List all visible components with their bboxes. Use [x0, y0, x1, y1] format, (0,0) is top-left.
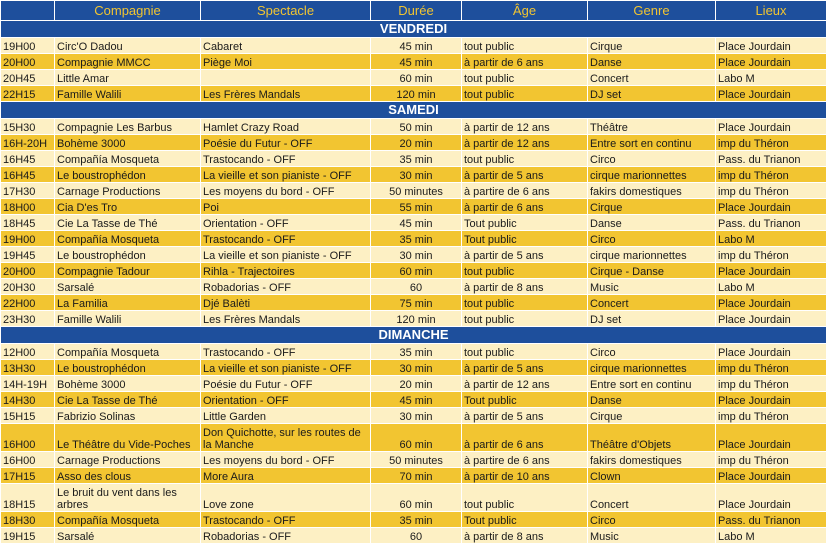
cell-age: à partir de 5 ans: [462, 408, 588, 424]
cell-lieux: Place Jourdain: [716, 484, 826, 512]
cell-age: Tout public: [462, 215, 588, 231]
cell-lieux: Place Jourdain: [716, 424, 826, 452]
cell-age: tout public: [462, 484, 588, 512]
cell-genre: Théâtre d'Objets: [588, 424, 716, 452]
table-row: [1, 199, 826, 215]
cell-age: à partir de 10 ans: [462, 468, 588, 484]
cell-time: 12H00: [1, 344, 55, 360]
cell-compagnie: Fabrizio Solinas: [55, 408, 201, 424]
cell-time: 14H-19H: [1, 376, 55, 392]
cell-lieux: Labo M: [716, 279, 826, 295]
cell-compagnie: Le boustrophédon: [55, 167, 201, 183]
day-title: DIMANCHE: [1, 327, 826, 344]
cell-age: tout public: [462, 311, 588, 327]
cell-time: 20H00: [1, 263, 55, 279]
cell-age: à partir de 12 ans: [462, 376, 588, 392]
cell-compagnie: Compagnie Les Barbus: [55, 119, 201, 135]
cell-age: à partir de 12 ans: [462, 135, 588, 151]
cell-genre: Cirque: [588, 199, 716, 215]
cell-lieux: Place Jourdain: [716, 38, 826, 54]
cell-spectacle: Poi: [201, 199, 371, 215]
cell-time: 18H15: [1, 484, 55, 512]
cell-duree: 30 min: [371, 360, 462, 376]
cell-spectacle: Orientation - OFF: [201, 392, 371, 408]
cell-duree: 120 min: [371, 311, 462, 327]
cell-age: tout public: [462, 344, 588, 360]
cell-duree: 60 min: [371, 424, 462, 452]
cell-duree: 45 min: [371, 38, 462, 54]
cell-duree: 70 min: [371, 468, 462, 484]
table-row: [1, 279, 826, 295]
table-row: [1, 311, 826, 327]
cell-genre: DJ set: [588, 86, 716, 102]
cell-age: à partir de 6 ans: [462, 54, 588, 70]
cell-time: 16H-20H: [1, 135, 55, 151]
day-header-row: [1, 21, 826, 38]
cell-lieux: Place Jourdain: [716, 468, 826, 484]
cell-genre: Circo: [588, 151, 716, 167]
cell-age: tout public: [462, 263, 588, 279]
cell-spectacle: More Aura: [201, 468, 371, 484]
cell-age: Tout public: [462, 392, 588, 408]
cell-genre: Circo: [588, 231, 716, 247]
cell-compagnie: Le bruit du vent dans les arbres: [55, 484, 201, 512]
cell-duree: 50 minutes: [371, 452, 462, 468]
table-row: [1, 392, 826, 408]
cell-genre: Cirque - Danse: [588, 263, 716, 279]
cell-duree: 20 min: [371, 135, 462, 151]
table-row: [1, 468, 826, 484]
cell-compagnie: Compagnie Tadour: [55, 263, 201, 279]
cell-duree: 45 min: [371, 54, 462, 70]
table-row: [1, 183, 826, 199]
cell-compagnie: Bohème 3000: [55, 135, 201, 151]
cell-time: 20H30: [1, 279, 55, 295]
cell-spectacle: Orientation - OFF: [201, 215, 371, 231]
header-time: [1, 1, 55, 21]
cell-age: Tout public: [462, 231, 588, 247]
cell-age: Tout public: [462, 512, 588, 528]
table-row: [1, 408, 826, 424]
cell-age: tout public: [462, 295, 588, 311]
cell-spectacle: Robadorias - OFF: [201, 279, 371, 295]
table-row: [1, 231, 826, 247]
cell-genre: Concert: [588, 295, 716, 311]
cell-spectacle: Les Frères Mandals: [201, 86, 371, 102]
cell-lieux: Labo M: [716, 231, 826, 247]
cell-time: 22H00: [1, 295, 55, 311]
cell-lieux: imp du Théron: [716, 135, 826, 151]
cell-duree: 35 min: [371, 231, 462, 247]
cell-compagnie: Sarsalé: [55, 279, 201, 295]
table-row: [1, 151, 826, 167]
cell-lieux: imp du Théron: [716, 247, 826, 263]
cell-genre: Entre sort en continu: [588, 376, 716, 392]
header-age: Âge: [462, 1, 588, 21]
cell-genre: cirque marionnettes: [588, 167, 716, 183]
cell-compagnie: Sarsalé: [55, 528, 201, 544]
cell-genre: Cirque: [588, 408, 716, 424]
cell-spectacle: La vieille et son pianiste - OFF: [201, 167, 371, 183]
cell-lieux: Place Jourdain: [716, 311, 826, 327]
cell-compagnie: Carnage Productions: [55, 452, 201, 468]
cell-genre: cirque marionnettes: [588, 247, 716, 263]
cell-genre: Music: [588, 528, 716, 544]
cell-duree: 35 min: [371, 512, 462, 528]
cell-duree: 60: [371, 528, 462, 544]
cell-duree: 50 minutes: [371, 183, 462, 199]
cell-lieux: Pass. du Trianon: [716, 512, 826, 528]
cell-lieux: Labo M: [716, 528, 826, 544]
table-row: [1, 54, 826, 70]
cell-age: à partir de 5 ans: [462, 247, 588, 263]
cell-time: 19H45: [1, 247, 55, 263]
cell-genre: Danse: [588, 54, 716, 70]
cell-time: 20H45: [1, 70, 55, 86]
cell-duree: 55 min: [371, 199, 462, 215]
cell-time: 15H30: [1, 119, 55, 135]
cell-lieux: imp du Théron: [716, 376, 826, 392]
cell-genre: Circo: [588, 344, 716, 360]
cell-compagnie: Compañía Mosqueta: [55, 231, 201, 247]
day-header-row: [1, 102, 826, 119]
cell-duree: 120 min: [371, 86, 462, 102]
cell-genre: Circo: [588, 512, 716, 528]
cell-time: 18H30: [1, 512, 55, 528]
cell-duree: 35 min: [371, 151, 462, 167]
cell-time: 14H30: [1, 392, 55, 408]
cell-compagnie: Asso des clous: [55, 468, 201, 484]
cell-time: 18H45: [1, 215, 55, 231]
table-row: [1, 376, 826, 392]
table-row: [1, 215, 826, 231]
table-row: [1, 344, 826, 360]
cell-age: à partir de 5 ans: [462, 360, 588, 376]
cell-spectacle: La vieille et son pianiste - OFF: [201, 247, 371, 263]
cell-spectacle: Robadorias - OFF: [201, 528, 371, 544]
cell-lieux: Pass. du Trianon: [716, 215, 826, 231]
cell-lieux: imp du Théron: [716, 183, 826, 199]
cell-spectacle: Les Frères Mandals: [201, 311, 371, 327]
cell-time: 16H45: [1, 167, 55, 183]
cell-age: à partir de 8 ans: [462, 528, 588, 544]
day-title: SAMEDI: [1, 102, 826, 119]
cell-lieux: Place Jourdain: [716, 86, 826, 102]
cell-genre: Music: [588, 279, 716, 295]
cell-age: tout public: [462, 70, 588, 86]
header-compagnie: Compagnie: [55, 1, 201, 21]
cell-duree: 30 min: [371, 247, 462, 263]
cell-compagnie: Le boustrophédon: [55, 247, 201, 263]
cell-lieux: Place Jourdain: [716, 344, 826, 360]
cell-lieux: imp du Théron: [716, 167, 826, 183]
cell-lieux: Place Jourdain: [716, 295, 826, 311]
cell-spectacle: Trastocando - OFF: [201, 151, 371, 167]
cell-age: tout public: [462, 86, 588, 102]
cell-time: 16H00: [1, 424, 55, 452]
cell-age: à partir de 12 ans: [462, 119, 588, 135]
cell-age: à partir de 5 ans: [462, 167, 588, 183]
cell-spectacle: Cabaret: [201, 38, 371, 54]
cell-spectacle: Poésie du Futur - OFF: [201, 135, 371, 151]
cell-spectacle: Trastocando - OFF: [201, 344, 371, 360]
table-row: [1, 528, 826, 544]
cell-compagnie: Compañía Mosqueta: [55, 151, 201, 167]
cell-duree: 20 min: [371, 376, 462, 392]
table-row: [1, 70, 826, 86]
table-row: [1, 360, 826, 376]
cell-lieux: imp du Théron: [716, 452, 826, 468]
cell-genre: Danse: [588, 215, 716, 231]
table-row: [1, 38, 826, 54]
cell-lieux: Place Jourdain: [716, 392, 826, 408]
table-row: [1, 512, 826, 528]
cell-duree: 30 min: [371, 167, 462, 183]
cell-time: 22H15: [1, 86, 55, 102]
cell-time: 19H15: [1, 528, 55, 544]
cell-compagnie: Le boustrophédon: [55, 360, 201, 376]
cell-genre: Concert: [588, 70, 716, 86]
cell-age: tout public: [462, 151, 588, 167]
day-title: VENDREDI: [1, 21, 826, 38]
cell-time: 16H45: [1, 151, 55, 167]
cell-compagnie: Circ'O Dadou: [55, 38, 201, 54]
cell-lieux: Place Jourdain: [716, 119, 826, 135]
table-row: [1, 119, 826, 135]
cell-lieux: Place Jourdain: [716, 263, 826, 279]
table-row: [1, 247, 826, 263]
table-row: [1, 263, 826, 279]
table-row: [1, 135, 826, 151]
header-row: [1, 1, 826, 21]
cell-genre: Théâtre: [588, 119, 716, 135]
cell-compagnie: Bohème 3000: [55, 376, 201, 392]
cell-age: à partir de 6 ans: [462, 199, 588, 215]
cell-spectacle: Love zone: [201, 484, 371, 512]
cell-duree: 30 min: [371, 408, 462, 424]
cell-genre: cirque marionnettes: [588, 360, 716, 376]
cell-spectacle: Don Quichotte, sur les routes de la Manche: [201, 424, 371, 452]
cell-genre: Clown: [588, 468, 716, 484]
cell-genre: Concert: [588, 484, 716, 512]
header-lieux: Lieux: [716, 1, 826, 21]
cell-lieux: Pass. du Trianon: [716, 151, 826, 167]
day-header-row: [1, 327, 826, 344]
cell-lieux: imp du Théron: [716, 360, 826, 376]
cell-time: 16H00: [1, 452, 55, 468]
table-row: [1, 452, 826, 468]
cell-time: 23H30: [1, 311, 55, 327]
cell-time: 13H30: [1, 360, 55, 376]
cell-spectacle: Les moyens du bord - OFF: [201, 452, 371, 468]
cell-genre: fakirs domestiques: [588, 183, 716, 199]
cell-spectacle: Trastocando - OFF: [201, 512, 371, 528]
table-row: [1, 295, 826, 311]
cell-time: 15H15: [1, 408, 55, 424]
cell-compagnie: Compañía Mosqueta: [55, 512, 201, 528]
header-duree: Durée: [371, 1, 462, 21]
cell-compagnie: La Familia: [55, 295, 201, 311]
cell-spectacle: Little Garden: [201, 408, 371, 424]
cell-duree: 75 min: [371, 295, 462, 311]
cell-spectacle: Rihla - Trajectoires: [201, 263, 371, 279]
header-spectacle: Spectacle: [201, 1, 371, 21]
cell-lieux: Place Jourdain: [716, 199, 826, 215]
cell-compagnie: Cie La Tasse de Thé: [55, 392, 201, 408]
header-genre: Genre: [588, 1, 716, 21]
cell-time: 20H00: [1, 54, 55, 70]
cell-compagnie: Carnage Productions: [55, 183, 201, 199]
cell-duree: 35 min: [371, 344, 462, 360]
cell-genre: Danse: [588, 392, 716, 408]
cell-genre: fakirs domestiques: [588, 452, 716, 468]
cell-age: à partir de 6 ans: [462, 424, 588, 452]
cell-lieux: Place Jourdain: [716, 54, 826, 70]
cell-genre: Entre sort en continu: [588, 135, 716, 151]
schedule-body: [1, 21, 826, 544]
cell-age: tout public: [462, 38, 588, 54]
cell-spectacle: Les moyens du bord - OFF: [201, 183, 371, 199]
cell-compagnie: Cia D'es Tro: [55, 199, 201, 215]
cell-spectacle: Poésie du Futur - OFF: [201, 376, 371, 392]
cell-duree: 45 min: [371, 215, 462, 231]
cell-genre: DJ set: [588, 311, 716, 327]
cell-duree: 45 min: [371, 392, 462, 408]
cell-age: à partire de 6 ans: [462, 183, 588, 199]
cell-duree: 60 min: [371, 70, 462, 86]
cell-genre: Cirque: [588, 38, 716, 54]
cell-lieux: Labo M: [716, 70, 826, 86]
cell-compagnie: Compagnie MMCC: [55, 54, 201, 70]
cell-duree: 60 min: [371, 263, 462, 279]
cell-time: 19H00: [1, 38, 55, 54]
cell-lieux: imp du Théron: [716, 408, 826, 424]
table-row: [1, 424, 826, 452]
cell-compagnie: Compañía Mosqueta: [55, 344, 201, 360]
cell-compagnie: Famille Walili: [55, 311, 201, 327]
cell-duree: 60: [371, 279, 462, 295]
cell-spectacle: La vieille et son pianiste - OFF: [201, 360, 371, 376]
table-row: [1, 167, 826, 183]
table-row: [1, 86, 826, 102]
cell-spectacle: Trastocando - OFF: [201, 231, 371, 247]
cell-time: 18H00: [1, 199, 55, 215]
cell-compagnie: Le Théâtre du Vide-Poches: [55, 424, 201, 452]
cell-compagnie: Famille Walili: [55, 86, 201, 102]
cell-spectacle: Piège Moi: [201, 54, 371, 70]
cell-age: à partire de 6 ans: [462, 452, 588, 468]
cell-age: à partir de 8 ans: [462, 279, 588, 295]
cell-duree: 60 min: [371, 484, 462, 512]
cell-compagnie: Cie La Tasse de Thé: [55, 215, 201, 231]
cell-time: 17H15: [1, 468, 55, 484]
cell-spectacle: Djé Balèti: [201, 295, 371, 311]
cell-spectacle: [201, 70, 371, 86]
cell-time: 17H30: [1, 183, 55, 199]
cell-duree: 50 min: [371, 119, 462, 135]
table-row: [1, 484, 826, 512]
cell-spectacle: Hamlet Crazy Road: [201, 119, 371, 135]
cell-compagnie: Little Amar: [55, 70, 201, 86]
cell-time: 19H00: [1, 231, 55, 247]
